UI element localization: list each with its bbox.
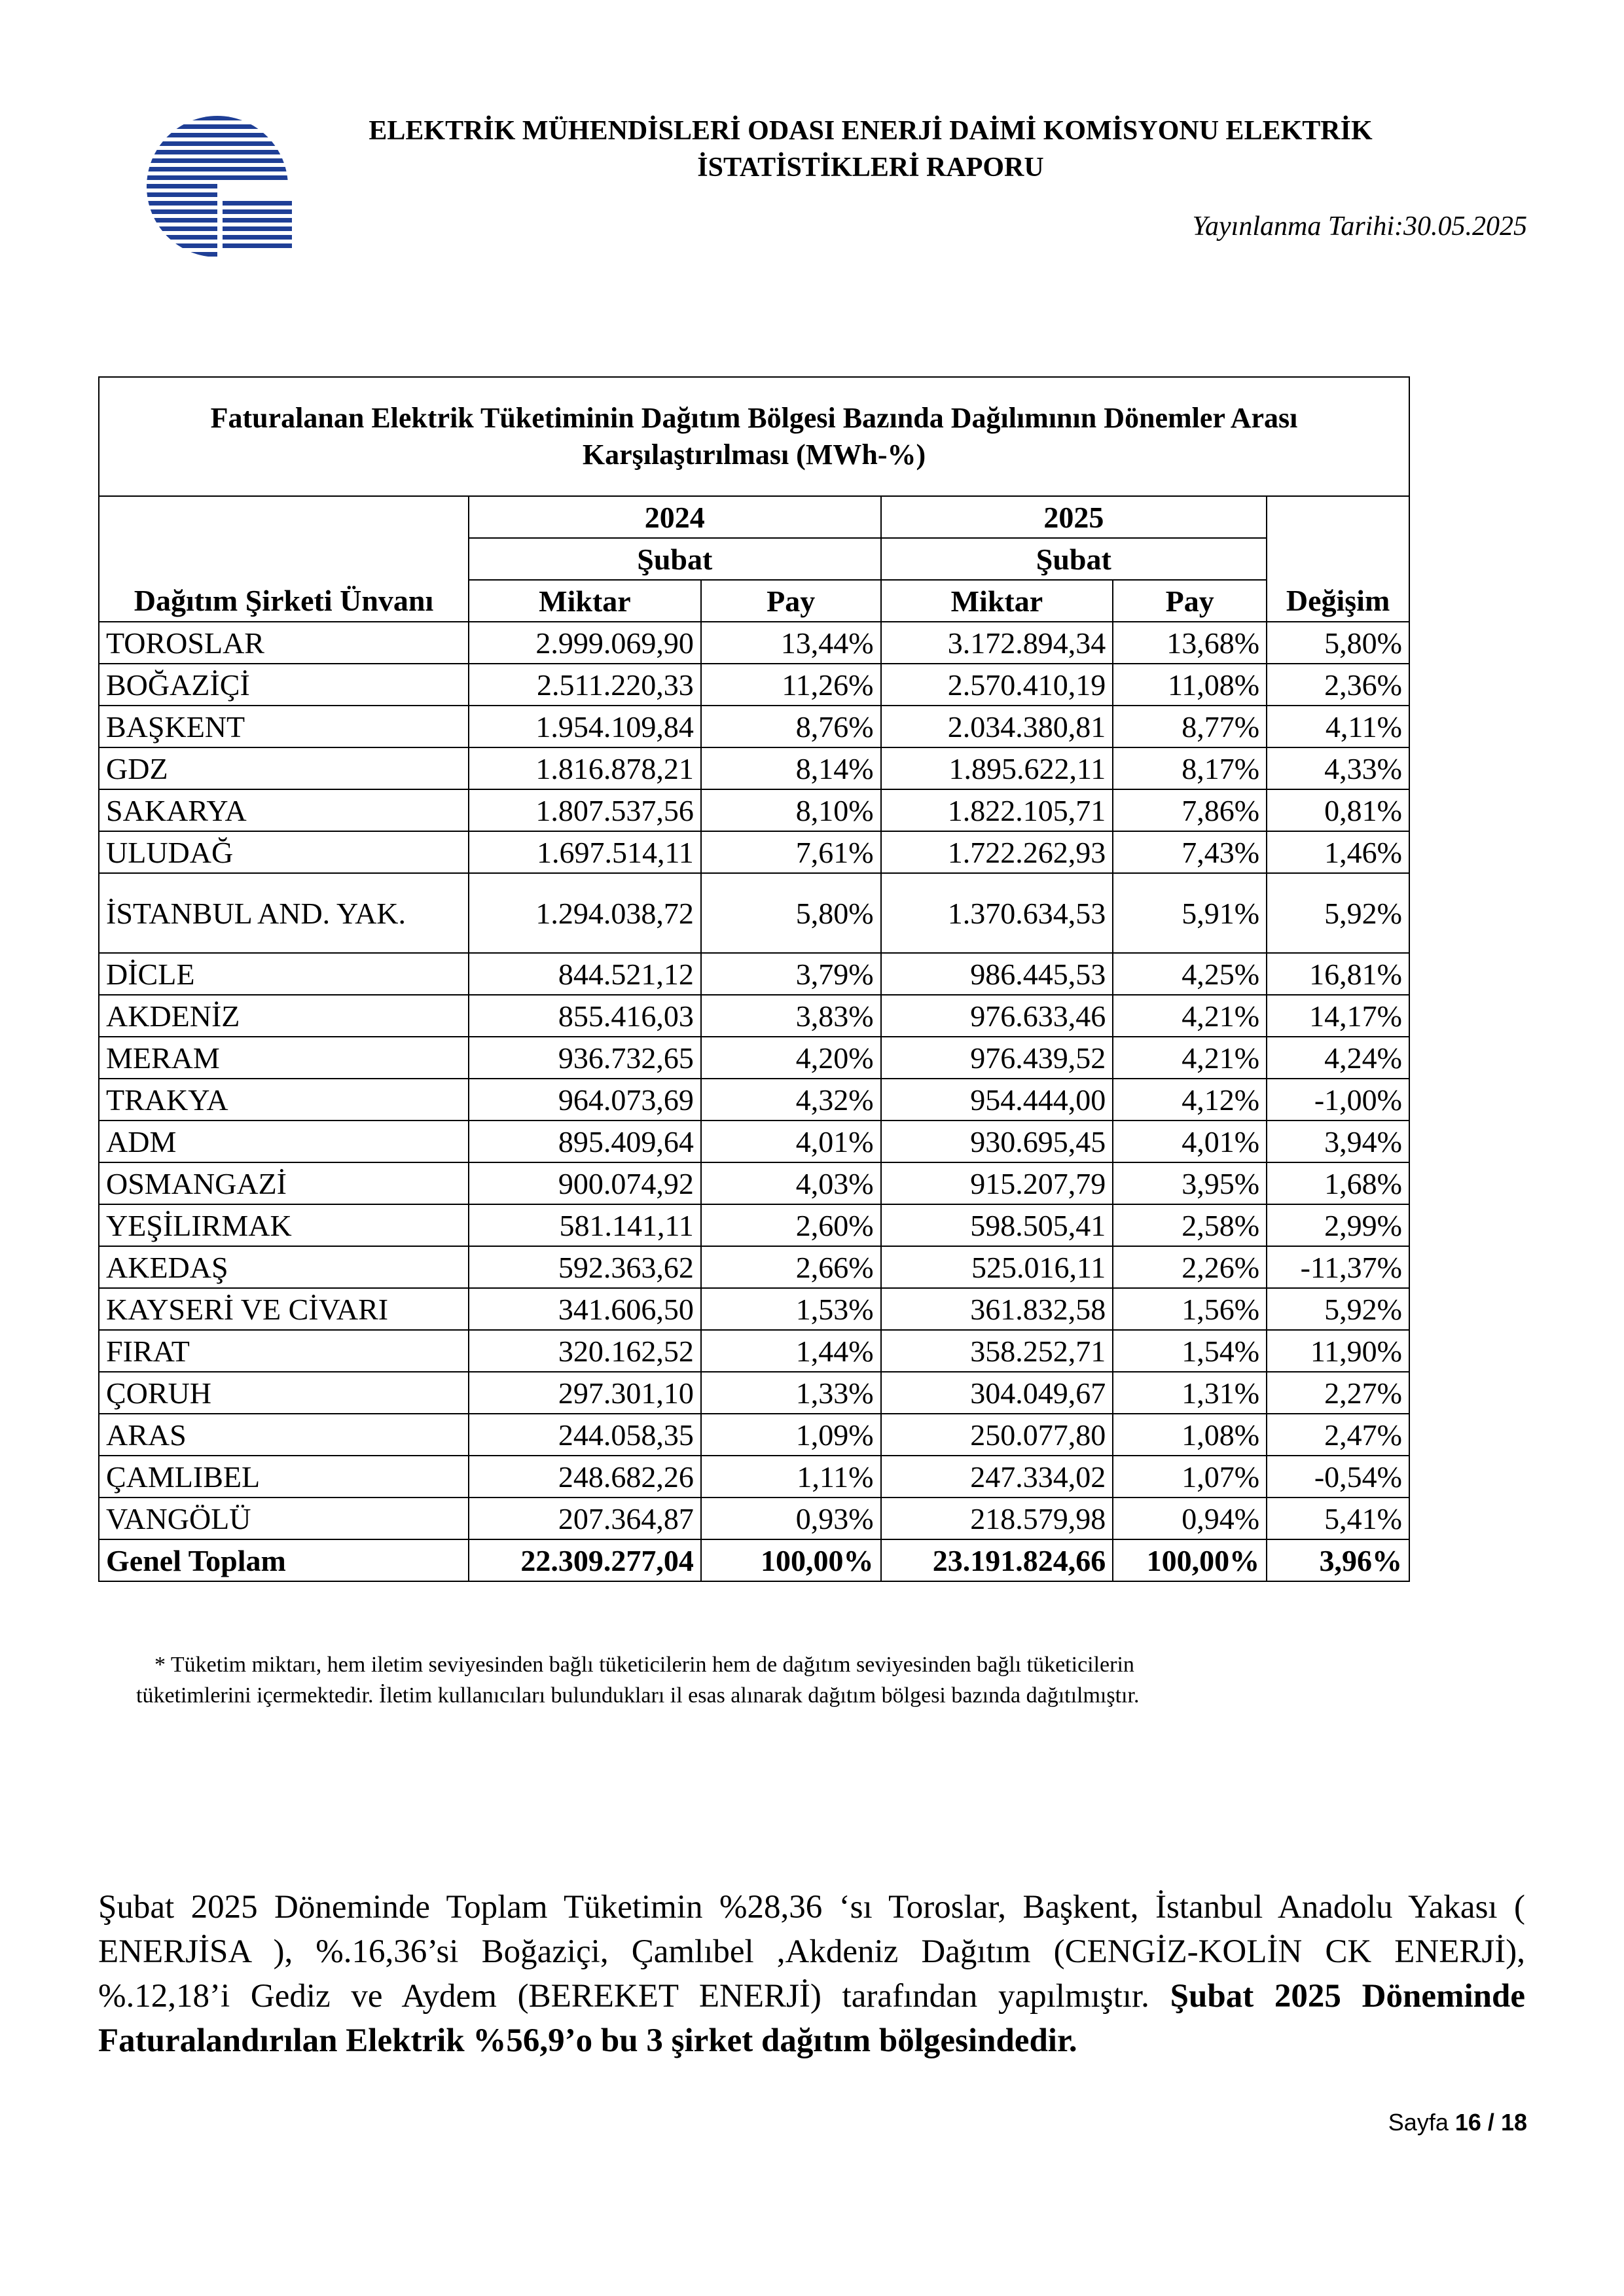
share-2024: 3,79% xyxy=(701,953,881,995)
company-name: BOĞAZİÇİ xyxy=(99,664,469,706)
share-2024: 4,01% xyxy=(701,1121,881,1162)
change-value: 4,11% xyxy=(1267,706,1409,747)
page-label: Sayfa xyxy=(1388,2109,1449,2136)
share-2025: 13,68% xyxy=(1113,622,1267,664)
company-name: KAYSERİ VE CİVARI xyxy=(99,1288,469,1330)
amount-2024: 855.416,03 xyxy=(469,995,701,1037)
amount-2024: 592.363,62 xyxy=(469,1246,701,1288)
share-2024: 3,83% xyxy=(701,995,881,1037)
summary-text: Şubat 2025 Döneminde Toplam Tüketimin %28,36 ‘sı Toroslar, Başkent, İstanbul Anadolu Yakası ( ENERJİSA ), %.16,36’si Boğaziçi, Çamlıbel ,Akdeniz Dağıtım (CENGİZ-KOLİN CK ENERJİ), %.12,18’i Gediz ve Aydem (BEREKET ENERJİ) tarafından yapılmıştır. xyxy=(98,1889,1525,2015)
amount-2025: 218.579,98 xyxy=(881,1498,1113,1539)
company-name: TOROSLAR xyxy=(99,622,469,664)
amount-2025: 361.832,58 xyxy=(881,1288,1113,1330)
change-value: 5,92% xyxy=(1267,873,1409,953)
amount-2024: 320.162,52 xyxy=(469,1330,701,1372)
table-row xyxy=(99,831,1409,873)
share-2025: 8,17% xyxy=(1113,747,1267,789)
share-2024: 1,11% xyxy=(701,1456,881,1498)
total-amount-2024: 22.309.277,04 xyxy=(469,1539,701,1581)
amount-2024-column-header: Miktar xyxy=(469,580,701,622)
share-2025: 4,25% xyxy=(1113,953,1267,995)
amount-2024: 341.606,50 xyxy=(469,1288,701,1330)
amount-2024: 1.954.109,84 xyxy=(469,706,701,747)
amount-2025-column-header: Miktar xyxy=(881,580,1113,622)
share-2025: 2,26% xyxy=(1113,1246,1267,1288)
total-row xyxy=(99,1539,1409,1581)
amount-2024: 1.697.514,11 xyxy=(469,831,701,873)
amount-2025: 986.445,53 xyxy=(881,953,1113,995)
amount-2025: 915.207,79 xyxy=(881,1162,1113,1204)
total-amount-2025: 23.191.824,66 xyxy=(881,1539,1113,1581)
company-name: MERAM xyxy=(99,1037,469,1079)
share-2025: 3,95% xyxy=(1113,1162,1267,1204)
change-value: 1,46% xyxy=(1267,831,1409,873)
share-2025: 4,01% xyxy=(1113,1121,1267,1162)
company-name: BAŞKENT xyxy=(99,706,469,747)
share-2025: 5,91% xyxy=(1113,873,1267,953)
share-2024: 13,44% xyxy=(701,622,881,664)
amount-2024: 248.682,26 xyxy=(469,1456,701,1498)
share-2025: 1,56% xyxy=(1113,1288,1267,1330)
amount-2025: 358.252,71 xyxy=(881,1330,1113,1372)
share-2025: 7,86% xyxy=(1113,789,1267,831)
company-name: ARAS xyxy=(99,1414,469,1456)
share-2025: 1,54% xyxy=(1113,1330,1267,1372)
table-row xyxy=(99,1414,1409,1456)
amount-2025: 1.822.105,71 xyxy=(881,789,1113,831)
share-2025: 4,21% xyxy=(1113,1037,1267,1079)
table-caption-line2: Karşılaştırılması (MWh-%) xyxy=(582,439,926,471)
total-share-2024: 100,00% xyxy=(701,1539,881,1581)
period-2024-header: Şubat xyxy=(469,538,880,580)
change-value: 5,92% xyxy=(1267,1288,1409,1330)
share-2024: 2,66% xyxy=(701,1246,881,1288)
company-name: ADM xyxy=(99,1121,469,1162)
table-row xyxy=(99,1079,1409,1121)
share-2024: 8,10% xyxy=(701,789,881,831)
summary-paragraph xyxy=(98,1885,1525,2063)
company-name: SAKARYA xyxy=(99,789,469,831)
change-value: 4,33% xyxy=(1267,747,1409,789)
period-2025-header: Şubat xyxy=(881,538,1267,580)
amount-2025: 930.695,45 xyxy=(881,1121,1113,1162)
year-2024-header: 2024 xyxy=(469,496,880,538)
table-row xyxy=(99,1372,1409,1414)
table-body xyxy=(99,622,1409,1581)
footnote-line2: tüketimlerini içermektedir. İletim kullanıcıları bulundukları il esas alınarak dağıtım bölgesi bazında dağıtılmıştır. xyxy=(136,1683,1140,1708)
share-2024: 4,32% xyxy=(701,1079,881,1121)
total-share-2025: 100,00% xyxy=(1113,1539,1267,1581)
change-value: 14,17% xyxy=(1267,995,1409,1037)
change-value: 4,24% xyxy=(1267,1037,1409,1079)
change-value: 2,47% xyxy=(1267,1414,1409,1456)
company-column-header: Dağıtım Şirketi Ünvanı xyxy=(99,580,469,622)
table-row xyxy=(99,953,1409,995)
publication-date: Yayınlanma Tarihi:30.05.2025 xyxy=(1192,211,1527,242)
amount-2024: 1.294.038,72 xyxy=(469,873,701,953)
change-value: 0,81% xyxy=(1267,789,1409,831)
share-2024: 1,33% xyxy=(701,1372,881,1414)
amount-2024: 964.073,69 xyxy=(469,1079,701,1121)
header-title-line1: ELEKTRİK MÜHENDİSLERİ ODASI ENERJİ DAİMİ KOMİSYONU ELEKTRİK xyxy=(369,116,1373,146)
share-2025: 4,12% xyxy=(1113,1079,1267,1121)
table-row xyxy=(99,664,1409,706)
total-change: 3,96% xyxy=(1267,1539,1409,1581)
table-row xyxy=(99,622,1409,664)
consumption-table xyxy=(98,376,1410,1582)
company-name: TRAKYA xyxy=(99,1079,469,1121)
amount-2025: 954.444,00 xyxy=(881,1079,1113,1121)
header-empty-change-cell xyxy=(1267,496,1409,580)
company-name: İSTANBUL AND. YAK. xyxy=(99,873,469,953)
amount-2025: 1.722.262,93 xyxy=(881,831,1113,873)
header-empty-cell xyxy=(99,496,469,538)
share-2024: 4,20% xyxy=(701,1037,881,1079)
change-value: 2,99% xyxy=(1267,1204,1409,1246)
emo-logo-icon xyxy=(145,115,296,259)
amount-2024: 207.364,87 xyxy=(469,1498,701,1539)
share-2025: 1,07% xyxy=(1113,1456,1267,1498)
amount-2025: 2.034.380,81 xyxy=(881,706,1113,747)
company-name: ULUDAĞ xyxy=(99,831,469,873)
header-empty-cell-2 xyxy=(99,538,469,580)
company-name: FIRAT xyxy=(99,1330,469,1372)
total-label: Genel Toplam xyxy=(99,1539,469,1581)
share-2024: 4,03% xyxy=(701,1162,881,1204)
amount-2024: 2.511.220,33 xyxy=(469,664,701,706)
company-name: OSMANGAZİ xyxy=(99,1162,469,1204)
summary-bold-text: Şubat 2025 Döneminde Faturalandırılan Elektrik %56,9’o bu 3 şirket dağıtım bölgesindedir. xyxy=(98,1978,1525,2059)
amount-2024: 844.521,12 xyxy=(469,953,701,995)
share-2025-column-header: Pay xyxy=(1113,580,1267,622)
amount-2025: 250.077,80 xyxy=(881,1414,1113,1456)
share-2025: 8,77% xyxy=(1113,706,1267,747)
change-value: -1,00% xyxy=(1267,1079,1409,1121)
report-header-title xyxy=(308,113,1434,186)
change-value: -11,37% xyxy=(1267,1246,1409,1288)
table-row xyxy=(99,1456,1409,1498)
table-row xyxy=(99,1288,1409,1330)
table-row xyxy=(99,995,1409,1037)
amount-2025: 976.633,46 xyxy=(881,995,1113,1037)
table-caption xyxy=(99,377,1409,496)
share-2025: 4,21% xyxy=(1113,995,1267,1037)
share-2025: 0,94% xyxy=(1113,1498,1267,1539)
share-2024: 1,44% xyxy=(701,1330,881,1372)
amount-2025: 1.370.634,53 xyxy=(881,873,1113,953)
page-separator: / xyxy=(1487,2109,1494,2136)
company-name: VANGÖLÜ xyxy=(99,1498,469,1539)
share-2025: 7,43% xyxy=(1113,831,1267,873)
amount-2025: 304.049,67 xyxy=(881,1372,1113,1414)
table-row xyxy=(99,789,1409,831)
company-name: ÇORUH xyxy=(99,1372,469,1414)
share-2024: 8,76% xyxy=(701,706,881,747)
amount-2024: 297.301,10 xyxy=(469,1372,701,1414)
share-2025: 1,08% xyxy=(1113,1414,1267,1456)
share-2025: 1,31% xyxy=(1113,1372,1267,1414)
share-2024: 1,53% xyxy=(701,1288,881,1330)
amount-2025: 247.334,02 xyxy=(881,1456,1113,1498)
change-value: 16,81% xyxy=(1267,953,1409,995)
table-footnote xyxy=(136,1649,1413,1711)
share-2024: 2,60% xyxy=(701,1204,881,1246)
share-2024: 8,14% xyxy=(701,747,881,789)
change-value: 2,27% xyxy=(1267,1372,1409,1414)
share-2024: 7,61% xyxy=(701,831,881,873)
page-current: 16 xyxy=(1454,2109,1481,2136)
change-value: 5,80% xyxy=(1267,622,1409,664)
company-name: ÇAMLIBEL xyxy=(99,1456,469,1498)
share-2025: 11,08% xyxy=(1113,664,1267,706)
table-row xyxy=(99,1037,1409,1079)
table-caption-line1: Faturalanan Elektrik Tüketiminin Dağıtım Bölgesi Bazında Dağılımının Dönemler Arası xyxy=(210,402,1298,434)
amount-2025: 3.172.894,34 xyxy=(881,622,1113,664)
share-2024: 11,26% xyxy=(701,664,881,706)
company-name: AKDENİZ xyxy=(99,995,469,1037)
change-value: 2,36% xyxy=(1267,664,1409,706)
year-2025-header: 2025 xyxy=(881,496,1267,538)
change-column-header: Değişim xyxy=(1267,580,1409,622)
table-row xyxy=(99,1246,1409,1288)
amount-2024: 900.074,92 xyxy=(469,1162,701,1204)
amount-2024: 895.409,64 xyxy=(469,1121,701,1162)
page-total: 18 xyxy=(1500,2109,1527,2136)
share-2025: 2,58% xyxy=(1113,1204,1267,1246)
page-number xyxy=(1388,2109,1527,2136)
share-2024: 0,93% xyxy=(701,1498,881,1539)
share-2024-column-header: Pay xyxy=(701,580,881,622)
company-name: GDZ xyxy=(99,747,469,789)
amount-2025: 1.895.622,11 xyxy=(881,747,1113,789)
amount-2025: 598.505,41 xyxy=(881,1204,1113,1246)
change-value: -0,54% xyxy=(1267,1456,1409,1498)
company-name: AKEDAŞ xyxy=(99,1246,469,1288)
company-name: DİCLE xyxy=(99,953,469,995)
share-2024: 1,09% xyxy=(701,1414,881,1456)
change-value: 5,41% xyxy=(1267,1498,1409,1539)
amount-2025: 976.439,52 xyxy=(881,1037,1113,1079)
amount-2025: 2.570.410,19 xyxy=(881,664,1113,706)
amount-2025: 525.016,11 xyxy=(881,1246,1113,1288)
amount-2024: 1.807.537,56 xyxy=(469,789,701,831)
amount-2024: 1.816.878,21 xyxy=(469,747,701,789)
table-row xyxy=(99,873,1409,953)
footnote-line1: * Tüketim miktarı, hem iletim seviyesinden bağlı tüketicilerin hem de dağıtım seviyesinden bağlı tüketicilerin xyxy=(154,1653,1134,1677)
change-value: 3,94% xyxy=(1267,1121,1409,1162)
share-2024: 5,80% xyxy=(701,873,881,953)
table-row xyxy=(99,1498,1409,1539)
change-value: 1,68% xyxy=(1267,1162,1409,1204)
table-row xyxy=(99,1330,1409,1372)
amount-2024: 581.141,11 xyxy=(469,1204,701,1246)
table-row xyxy=(99,1204,1409,1246)
amount-2024: 244.058,35 xyxy=(469,1414,701,1456)
amount-2024: 936.732,65 xyxy=(469,1037,701,1079)
amount-2024: 2.999.069,90 xyxy=(469,622,701,664)
change-value: 11,90% xyxy=(1267,1330,1409,1372)
table-row xyxy=(99,1162,1409,1204)
table-row xyxy=(99,1121,1409,1162)
table-row xyxy=(99,706,1409,747)
company-name: YEŞİLIRMAK xyxy=(99,1204,469,1246)
header-title-line2: İSTATİSTİKLERİ RAPORU xyxy=(697,152,1044,183)
table-row xyxy=(99,747,1409,789)
